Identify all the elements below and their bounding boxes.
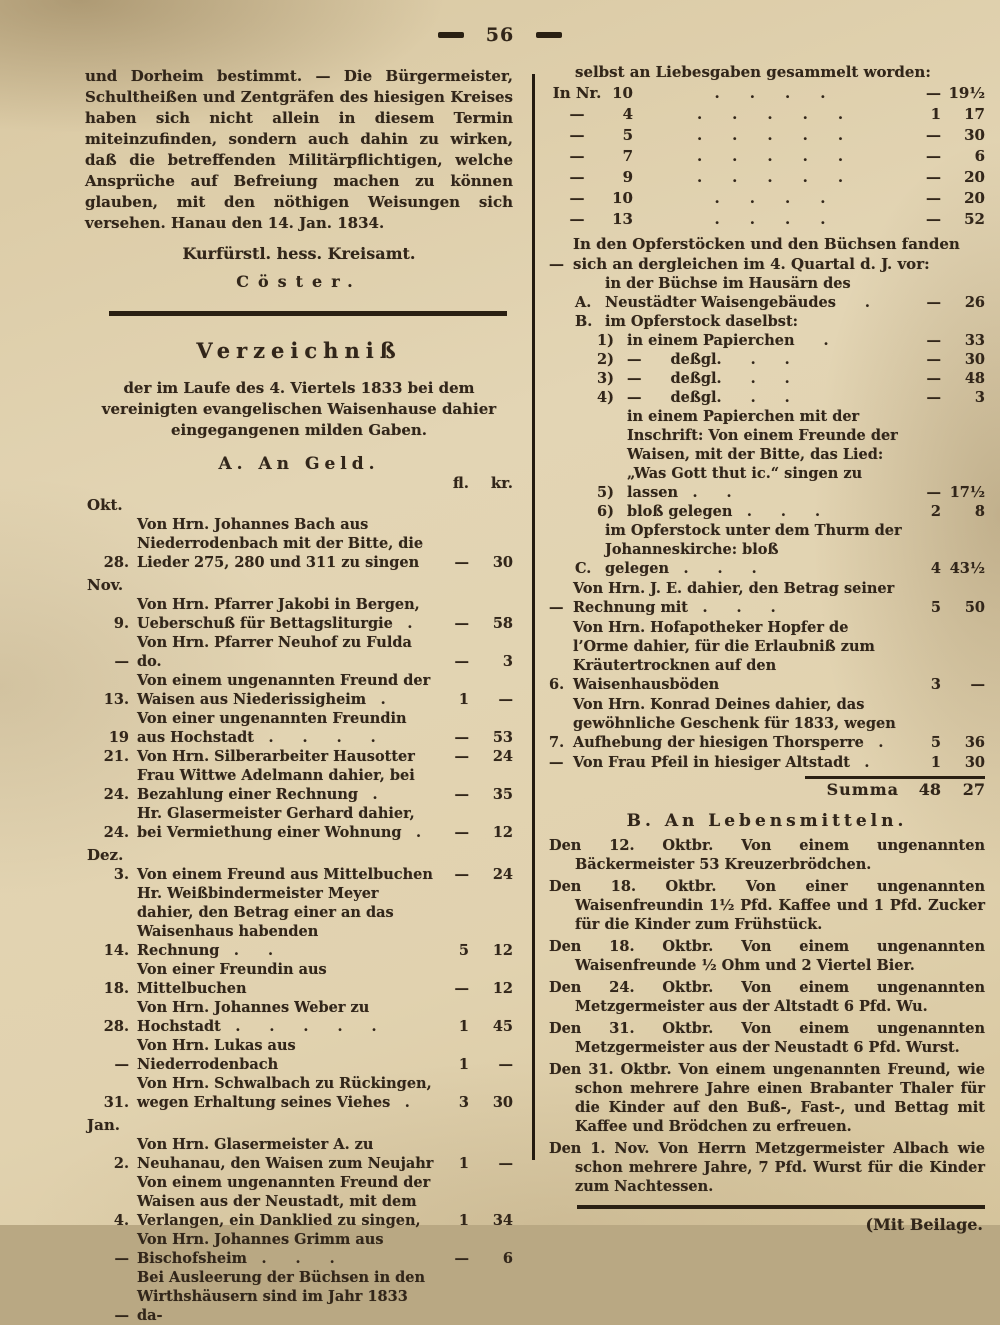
currency-header-kr: kr. — [490, 474, 513, 492]
food-entry: Den 24. Oktbr. Von einem ungenannten Metzgermeister aus der Altstadt 6 Pfd. Wu. — [549, 979, 985, 1015]
food-entry: Den 31. Oktbr. Von einem ungenannten Metzgermeister aus der Neustadt 6 Pfd. Wurst. — [549, 1020, 985, 1056]
entry-row — [85, 1173, 513, 1230]
entry-fl-amount: 1 — [458, 1056, 469, 1073]
dot-leader: . . . . . — [696, 168, 844, 186]
page-number: 56 — [485, 24, 515, 46]
month-group — [85, 496, 513, 572]
opferstock-item-marker: B. — [575, 313, 593, 330]
entry-text: Von einem ungenannten Freund der Waisen aus der Neustadt, mit dem Verlangen, ein Danklied zu singen, — [137, 1174, 431, 1229]
month-group — [85, 1116, 513, 1325]
entry-day: 2. — [113, 1155, 129, 1172]
entry-day: — — [114, 1250, 129, 1267]
entry-text: Von Hrn. Glasermeister A. zu Neuhanau, den Waisen zum Neujahr — [137, 1136, 434, 1172]
entry-day: 28. — [103, 1018, 129, 1035]
dot-leader: . . . . — [714, 189, 826, 207]
entry-fl-amount: 1 — [458, 691, 469, 708]
opferstock-fl-amount: — — [926, 484, 941, 501]
month-entries — [85, 515, 513, 572]
summa-row — [549, 779, 985, 801]
entry-row — [85, 747, 513, 766]
entry-kr-amount: 58 — [492, 615, 513, 632]
food-entry: Den 31. Oktbr. Von einem ungenannten Freund, wie schon mehrere Jahre einen Brabanter Thaler für die Kinder auf den Buß-, Fast-, und Bettag mit Kaffee und Brödchen zu erfreuen. — [549, 1061, 985, 1135]
food-entry: Den 18. Oktbr. Von einem ungenannten Waisenfreunde ½ Ohm und 2 Viertel Bier. — [549, 938, 985, 974]
opferstock-item-marker: C. — [575, 560, 592, 577]
continuation-line: selbst an Liebesgaben gesammelt worden: — [575, 63, 931, 81]
entry-fl-amount: 1 — [458, 1212, 469, 1229]
collection-fl-amount: — — [926, 147, 941, 165]
list-title: Verzeichniß — [196, 338, 402, 363]
opferstock-fl-amount: — — [926, 351, 941, 368]
dot-leader: . . . . — [714, 210, 826, 228]
entry-kr-amount: 12 — [492, 942, 513, 959]
opferstock-item-marker: 2) — [597, 351, 614, 368]
entry-text: Hr. Glasermeister Gerhard dahier, bei Vermiethung einer Wohnung . — [137, 805, 422, 841]
entry-text: Von Hrn. Johannes Grimm aus Bischofsheim . . . — [137, 1231, 384, 1267]
collection-row-number: 9 — [622, 168, 633, 186]
money-entry-marker: 6. — [549, 676, 565, 693]
entry-fl-amount: — — [454, 824, 469, 841]
entry-row — [85, 804, 513, 842]
header-dash-left-icon — [438, 32, 464, 38]
entry-row — [85, 998, 513, 1036]
entry-text: Von Hrn. Johannes Weber zu Hochstadt . . . . . — [137, 999, 377, 1035]
entry-row — [85, 595, 513, 633]
entry-kr-amount: — — [498, 691, 513, 708]
entry-day: — — [114, 1056, 129, 1073]
opferstock-item-text: im Opferstock unter dem Thurm der Johanneskirche: bloß gelegen . . . — [605, 522, 902, 577]
footer-note: (Mit Beilage. — [865, 1215, 983, 1234]
entry-kr-amount: 30 — [492, 1094, 513, 1111]
entry-fl-amount: — — [454, 748, 469, 765]
collection-row-prefix: — — [569, 210, 585, 228]
opferstock-item — [575, 274, 985, 312]
opferstock-fl-amount: — — [926, 370, 941, 387]
entry-kr-amount: 34 — [492, 1212, 513, 1229]
entry-fl-amount: — — [454, 786, 469, 803]
entry-day: — — [114, 653, 129, 670]
entry-text: Von Hrn. Silberarbeiter Hausotter — [137, 748, 415, 765]
entry-kr-amount: 24 — [492, 748, 513, 765]
intro-paragraph: und Dorheim bestimmt. — Die Bürgermeister, Schultheißen und Zentgräfen des hiesigen Kreises haben sich nicht allein in diesem Termin miteinzufinden, sondern auch dahin zu wirken, daß die betreffenden Militärpflichtigen, welche Ansprüche auf Befreiung machen zu können glauben, mit den nöthigen Weisungen sich versehen. Hanau den 14. Jan. 1834. — [85, 67, 513, 232]
collection-row-number: 13 — [612, 210, 633, 228]
list-subtitle: der im Laufe des 4. Viertels 1833 bei dem vereinigten evangelischen Waisenhause dahier eingegangenen milden Gaben. — [101, 379, 497, 439]
collection-row-prefix: — — [569, 189, 585, 207]
entry-kr-amount: 12 — [492, 824, 513, 841]
opferstock-item — [597, 502, 985, 521]
collection-row-prefix: — — [569, 105, 585, 123]
month-label: Jan. — [87, 1116, 120, 1134]
entry-row — [85, 884, 513, 960]
entry-row — [85, 960, 513, 998]
month-label: Nov. — [87, 576, 124, 594]
month-label: Okt. — [87, 496, 123, 514]
entry-kr-amount: 53 — [492, 729, 513, 746]
page-header — [0, 24, 1000, 46]
opferstock-item-marker: 1) — [597, 332, 614, 349]
entry-row — [85, 515, 513, 572]
collection-row-number: 10 — [612, 189, 633, 207]
dot-leader: . . . . — [714, 84, 826, 102]
entry-kr-amount: 45 — [492, 1018, 513, 1035]
money-entry-kr-amount: 30 — [964, 754, 985, 771]
entry-text: Frau Wittwe Adelmann dahier, bei Bezahlung einer Rechnung . — [137, 767, 415, 803]
left-column — [85, 66, 513, 1325]
money-entry-text: Von Hrn. Hofapotheker Hopfer de l’Orme dahier, für die Erlaubniß zum Kräutertrocknen auf den Waisenhausböden — [573, 619, 875, 693]
opferstock-fl-amount: — — [926, 332, 941, 349]
summa-label: Summa — [826, 780, 899, 799]
right-column — [549, 62, 985, 1234]
entry-fl-amount: — — [454, 980, 469, 997]
entry-day: 24. — [103, 824, 129, 841]
money-entry-marker: 7. — [549, 734, 565, 751]
entry-row — [85, 633, 513, 671]
summa-kr-amount: 27 — [962, 780, 985, 799]
entry-day: 28. — [103, 554, 129, 571]
opferstock-item-text: in der Büchse im Hausärn des Neustädter Waisengebäudes . — [605, 275, 870, 311]
money-entry-text: Von Frau Pfeil in hiesiger Altstadt . — [573, 754, 870, 771]
opferstock-item — [597, 388, 985, 407]
collection-row — [549, 188, 985, 209]
entry-day: 19 — [108, 729, 129, 746]
month-group — [85, 576, 513, 842]
entry-fl-amount: — — [454, 729, 469, 746]
money-entry-row — [549, 618, 985, 694]
entry-fl-amount: 1 — [458, 1018, 469, 1035]
money-entries — [549, 579, 985, 772]
collection-kr-amount: 19½ — [948, 84, 985, 102]
opferstock-item — [597, 350, 985, 369]
collection-fl-amount: — — [926, 126, 941, 144]
money-entry-text: Von Hrn. J. E. dahier, den Betrag seiner Rechnung mit . . . — [573, 580, 895, 616]
opferstock-item-marker: 5) — [597, 484, 614, 501]
opferstock-item-text: — deßgl. . . — [627, 370, 790, 387]
entry-text: Von Hrn. Pfarrer Jakobi in Bergen, Ueberschuß für Bettagsliturgie . — [137, 596, 420, 632]
entry-row — [85, 671, 513, 709]
entry-row — [85, 1074, 513, 1112]
opferstock-item — [575, 521, 985, 578]
money-entry-groups — [85, 496, 513, 1325]
entry-day: 3. — [113, 866, 129, 883]
dot-leader: . . . . . — [696, 105, 844, 123]
collection-row — [549, 209, 985, 230]
entry-row — [85, 865, 513, 884]
bottom-rule — [577, 1205, 985, 1209]
summa-fl-amount: 48 — [918, 780, 941, 799]
entry-row — [85, 1135, 513, 1173]
entry-kr-amount: — — [498, 1056, 513, 1073]
collection-kr-amount: 52 — [964, 210, 985, 228]
money-entry-marker: — — [549, 754, 564, 771]
collection-row-number: 10 — [612, 84, 633, 102]
opferstock-item-text: — deßgl. . . — [627, 351, 790, 368]
food-entry: Den 12. Oktbr. Von einem ungenannten Bäckermeister 53 Kreuzerbrödchen. — [549, 837, 985, 873]
dot-leader: . . . . . — [696, 147, 844, 165]
entry-day: 18. — [103, 980, 129, 997]
opferstock-kr-amount: 3 — [974, 389, 985, 406]
currency-header — [85, 475, 513, 492]
collection-fl-amount: — — [926, 210, 941, 228]
opferstock-kr-amount: 17½ — [949, 484, 985, 501]
collection-row-prefix: — — [569, 147, 585, 165]
header-dash-right-icon — [536, 32, 562, 38]
food-entries — [549, 836, 985, 1196]
section-b-heading: B. An Lebensmitteln. — [626, 811, 908, 831]
opferstock-item — [597, 331, 985, 350]
entry-day: 24. — [103, 786, 129, 803]
entry-text: Bei Ausleerung der Büchsen in den Wirthshäusern sind im Jahr 1833 da- — [137, 1269, 426, 1324]
collection-kr-amount: 20 — [964, 189, 985, 207]
opferstock-kr-amount: 8 — [974, 503, 985, 520]
currency-header-fl: fl. — [452, 474, 469, 492]
money-entry-fl-amount: 5 — [930, 734, 941, 751]
section-a-heading: A. An Geld. — [218, 454, 380, 474]
entry-fl-amount: — — [454, 615, 469, 632]
entry-fl-amount: 3 — [458, 1094, 469, 1111]
entry-kr-amount: 35 — [492, 786, 513, 803]
collection-row — [549, 125, 985, 146]
entry-kr-amount: 3 — [502, 653, 513, 670]
opferstock-item — [597, 407, 985, 502]
entry-day: 13. — [103, 691, 129, 708]
food-entry: Den 1. Nov. Von Herrn Metzgermeister Albach wie schon mehrere Jahre, 7 Pfd. Wurst für die Kinder zum Nachtessen. — [549, 1140, 985, 1195]
food-entry: Den 18. Oktbr. Von einer ungenannten Waisenfreundin 1½ Pfd. Kaffee und 1 Pfd. Zucker für die Kinder zum Frühstück. — [549, 878, 985, 933]
collection-fl-amount: — — [926, 84, 941, 102]
collection-kr-amount: 17 — [964, 105, 985, 123]
money-entry-row — [549, 579, 985, 617]
entry-fl-amount: — — [454, 866, 469, 883]
entry-row — [85, 766, 513, 804]
collection-row-prefix: In Nr. — [552, 84, 602, 102]
entry-fl-amount: 1 — [458, 1155, 469, 1172]
entry-kr-amount: 12 — [492, 980, 513, 997]
money-entry-kr-amount: 36 — [964, 734, 985, 751]
entry-text: Von einem Freund aus Mittelbuchen — [137, 866, 433, 883]
opferstock-item-marker: A. — [575, 294, 592, 311]
entry-row — [85, 1268, 513, 1325]
collection-row-number: 4 — [622, 105, 633, 123]
section-divider-rule — [109, 311, 507, 316]
money-entry-kr-amount: — — [970, 676, 985, 693]
opferstock-fl-amount: 4 — [930, 560, 941, 577]
opferstock-fl-amount: 2 — [930, 503, 941, 520]
collection-row-prefix: — — [569, 168, 585, 186]
collection-row-number: 7 — [622, 147, 633, 165]
entry-kr-amount: 30 — [492, 554, 513, 571]
entry-day: 21. — [103, 748, 129, 765]
entry-day: — — [114, 1307, 129, 1324]
dot-leader: . . . . . — [696, 126, 844, 144]
entry-text: Von einem ungenannten Freund der Waisen aus Niederissigheim . — [137, 672, 431, 708]
entry-row — [85, 709, 513, 747]
collection-fl-amount: — — [926, 189, 941, 207]
collection-fl-amount: — — [926, 168, 941, 186]
entry-kr-amount: — — [498, 1155, 513, 1172]
opferstock-lead — [549, 234, 985, 274]
money-entry-text: Von Hrn. Konrad Deines dahier, das gewöhnliche Geschenk für 1833, wegen Aufhebung der hiesigen Thorsperre . — [573, 696, 896, 751]
collection-kr-amount: 6 — [974, 147, 985, 165]
money-entry-row — [549, 695, 985, 752]
opferstock-kr-amount: 30 — [964, 351, 985, 368]
money-entry-row — [549, 753, 985, 772]
money-entry-fl-amount: 5 — [930, 599, 941, 616]
entry-text: Von Hrn. Johannes Bach aus Niederrodenbach mit der Bitte, die Lieder 275, 280 und 311 zu singen — [137, 516, 424, 571]
entry-text: Von Hrn. Lukas aus Niederrodenbach — [137, 1037, 296, 1073]
opferstock-item-marker: 3) — [597, 370, 614, 387]
opferstock-lead-text: In den Opferstöcken und den Büchsen fanden sich an dergleichen im 4. Quartal d. J. vor: — [573, 235, 960, 273]
entry-kr-amount: 24 — [492, 866, 513, 883]
opferstock-item-text: bloß gelegen . . . — [627, 503, 821, 520]
collection-kr-amount: 20 — [964, 168, 985, 186]
entry-day: 4. — [113, 1212, 129, 1229]
opferstock-lead-dash: — — [549, 255, 564, 273]
month-entries — [85, 595, 513, 842]
entry-text: Von einer Freundin aus Mittelbuchen — [137, 961, 327, 997]
opferstock-kr-amount: 43½ — [949, 560, 985, 577]
opferstock-kr-amount: 33 — [964, 332, 985, 349]
collection-fl-amount: 1 — [930, 105, 941, 123]
entry-text: Von Hrn. Pfarrer Neuhof zu Fulda do. — [137, 634, 412, 670]
opferstock-kr-amount: 48 — [964, 370, 985, 387]
entry-day: 31. — [103, 1094, 129, 1111]
entry-day: 14. — [103, 942, 129, 959]
collection-row — [549, 83, 985, 104]
entry-fl-amount: 5 — [458, 942, 469, 959]
collection-row — [549, 146, 985, 167]
entry-fl-amount: — — [454, 1250, 469, 1267]
opferstock-fl-amount: — — [926, 389, 941, 406]
entry-kr-amount: 6 — [502, 1250, 513, 1267]
entry-text: Von einer ungenannten Freundin aus Hochstadt . . . . — [137, 710, 407, 746]
month-group — [85, 846, 513, 1112]
entry-row — [85, 1230, 513, 1268]
collection-row-prefix: — — [569, 126, 585, 144]
opferstock-item — [597, 369, 985, 388]
opferstock-item-text: im Opferstock daselbst: — [605, 313, 799, 330]
money-entry-fl-amount: 3 — [930, 676, 941, 693]
entry-day: 9. — [113, 615, 129, 632]
opferstock-item-text: in einem Papierchen . — [627, 332, 829, 349]
collection-row — [549, 104, 985, 125]
opferstock-fl-amount: — — [926, 294, 941, 311]
opferstock-item-text: in einem Papierchen mit der Inschrift: Von einem Freunde der Waisen, mit der Bitte, das Lied: „Was Gott thut ic.“ singen zu lassen . . — [627, 408, 898, 501]
collection-box-list — [549, 83, 985, 230]
month-label: Dez. — [87, 846, 124, 864]
money-entry-kr-amount: 50 — [964, 599, 985, 616]
column-divider-rule — [532, 74, 535, 1160]
opferstock-item-text: — deßgl. . . — [627, 389, 790, 406]
opferstock-item — [575, 312, 985, 331]
month-entries — [85, 865, 513, 1112]
month-entries — [85, 1135, 513, 1325]
collection-row — [549, 167, 985, 188]
opferstock-items — [549, 274, 985, 578]
entry-text: Von Hrn. Schwalbach zu Rückingen, wegen Erhaltung seines Viehes . — [137, 1075, 432, 1111]
opferstock-item-marker: 4) — [597, 389, 614, 406]
entry-row — [85, 1036, 513, 1074]
opferstock-item-marker: 6) — [597, 503, 614, 520]
entry-text: Hr. Weißbindermeister Meyer dahier, den Betrag einer an das Waisenhaus habenden Rechnung . . — [137, 885, 394, 959]
money-entry-fl-amount: 1 — [930, 754, 941, 771]
entry-fl-amount: — — [454, 653, 469, 670]
collection-row-number: 5 — [622, 126, 633, 144]
money-entry-marker: — — [549, 599, 564, 616]
signature-name: Cöster. — [236, 272, 362, 291]
entry-fl-amount: — — [454, 554, 469, 571]
collection-kr-amount: 30 — [964, 126, 985, 144]
signature-office: Kurfürstl. hess. Kreisamt. — [182, 244, 416, 263]
opferstock-kr-amount: 26 — [964, 294, 985, 311]
